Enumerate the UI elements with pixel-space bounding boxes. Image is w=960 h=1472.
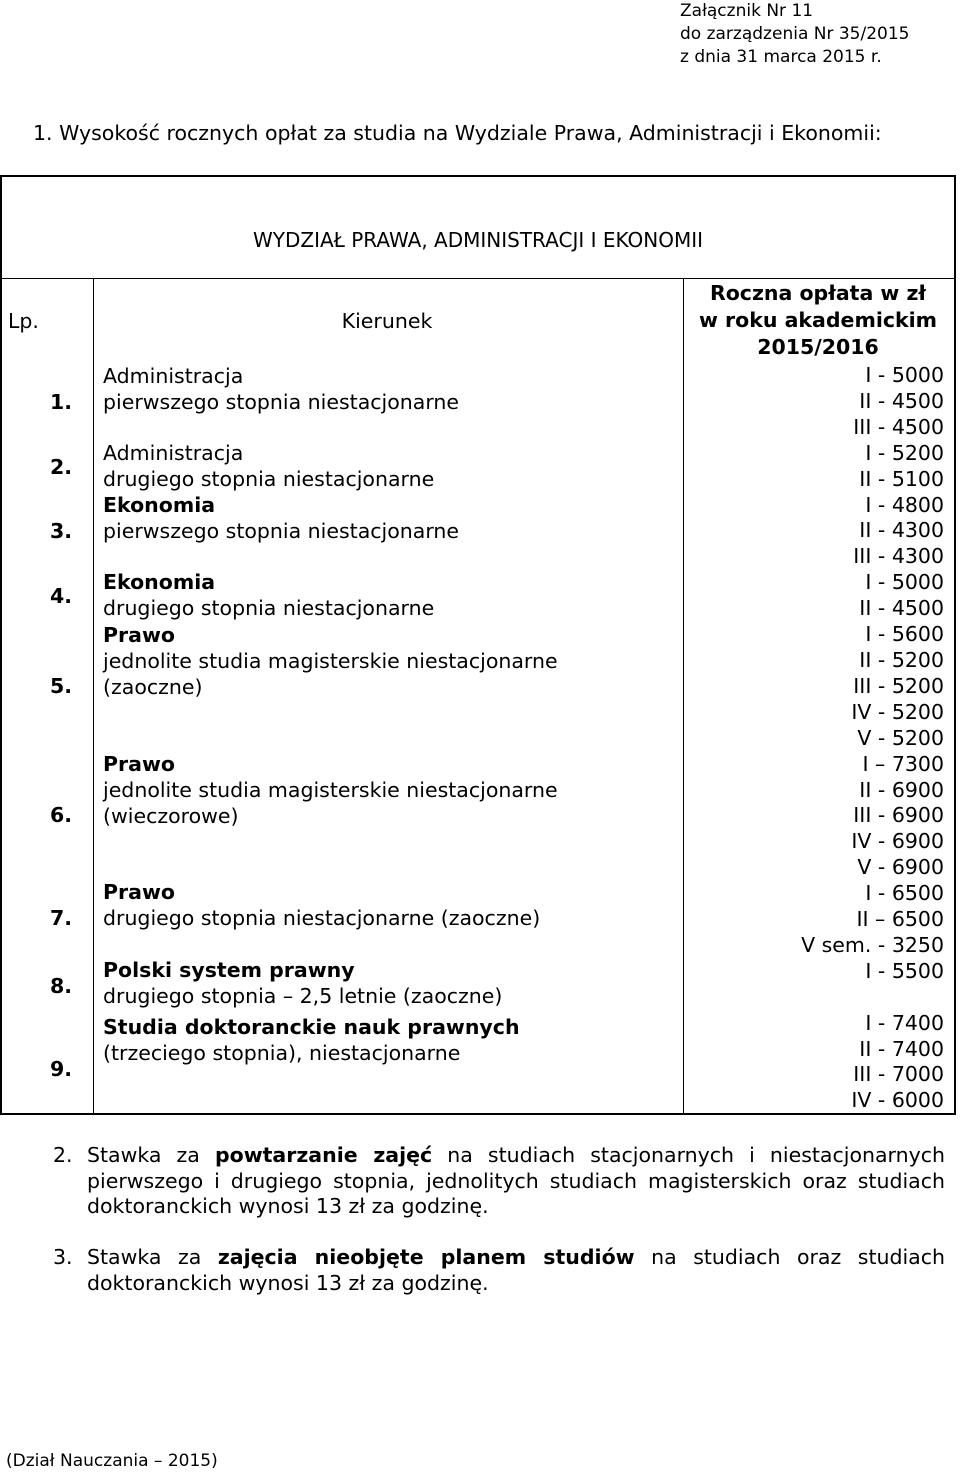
table-row	[103, 879, 678, 931]
annex-note	[680, 0, 950, 69]
fee-value: II - 4500	[859, 596, 944, 621]
fee-value: I - 5200	[865, 440, 944, 465]
fee-value: II - 5200	[859, 647, 944, 672]
fee-value: V - 5200	[857, 725, 944, 750]
fee-value: I - 5500	[865, 958, 944, 983]
paragraph-number: 2.	[53, 1143, 73, 1167]
program-desc: jednolite studia magisterskie niestacjonarne	[103, 778, 558, 802]
fee-value: III - 4500	[853, 414, 944, 439]
program-desc: drugiego stopnia niestacjonarne (zaoczne)	[103, 906, 541, 930]
table-row	[103, 363, 678, 415]
text-emphasis: zajęcia nieobjęte planem studiów	[217, 1245, 635, 1269]
program-name: Ekonomia	[103, 493, 216, 517]
fee-value: I - 6500	[865, 881, 944, 906]
fee-value: II - 4500	[859, 388, 944, 413]
table-row	[103, 440, 678, 492]
paragraph-number: 3.	[53, 1245, 73, 1269]
row-number: 4.	[49, 584, 72, 608]
fee-value: II - 5100	[859, 466, 944, 491]
text-run: Stawka za	[87, 1143, 215, 1167]
program-name: Prawo	[103, 880, 175, 904]
fee-value: I – 7300	[862, 751, 944, 776]
row-number: 1.	[49, 390, 72, 414]
text-emphasis: powtarzanie zajęć	[214, 1143, 433, 1167]
fee-value: I - 5000	[865, 363, 944, 387]
program-desc: drugiego stopnia – 2,5 letnie (zaoczne)	[103, 984, 503, 1008]
annex-line: do zarządzenia Nr 35/2015	[680, 24, 910, 44]
table-row	[103, 957, 678, 1009]
row-number: 8.	[49, 974, 72, 998]
fee-value: II - 7400	[859, 1036, 944, 1061]
text-run: na studiach oraz studiach doktoranckich wynosi 13 zł za godzinę.	[87, 1245, 946, 1295]
program-name: Ekonomia	[103, 570, 216, 594]
text-run: Stawka za	[87, 1245, 218, 1269]
paragraph-extra-classes	[53, 1245, 945, 1296]
program-desc: pierwszego stopnia niestacjonarne	[103, 519, 459, 543]
row-number: 3.	[49, 519, 72, 543]
paragraph-repeat-classes	[53, 1143, 945, 1220]
text-run: na studiach stacjonarnych i niestacjonarnych pierwszego i drugiego stopnia, jednolitych studiach magisterskich oraz studiach doktoranckich wynosi 13 zł za godzinę.	[87, 1143, 945, 1218]
program-name: Studia doktoranckie nauk prawnych	[103, 1015, 520, 1039]
row-number: 9.	[49, 1057, 72, 1081]
fees-column	[682, 363, 944, 1114]
table-row	[103, 569, 678, 621]
fee-value: II – 6500	[856, 907, 944, 932]
program-desc: pierwszego stopnia niestacjonarne	[103, 390, 459, 414]
header-fee-line: Roczna opłata w zł	[709, 281, 927, 305]
table-divider	[93, 279, 94, 1113]
header-fee-line: w roku akademickim	[698, 308, 938, 332]
fee-value: I - 5000	[865, 570, 944, 595]
program-desc: drugiego stopnia niestacjonarne	[103, 467, 435, 491]
fee-value: II - 4300	[859, 518, 944, 543]
row-number: 2.	[49, 455, 72, 479]
program-desc-mode: (wieczorowe)	[103, 804, 239, 828]
program-desc-mode: (zaoczne)	[103, 675, 203, 699]
faculty-title: WYDZIAŁ PRAWA, ADMINISTRACJI I EKONOMII	[252, 228, 704, 252]
fee-value: IV - 6900	[851, 829, 944, 854]
fee-value	[682, 985, 944, 1011]
header-kierunek: Kierunek	[341, 309, 433, 333]
program-name: Prawo	[103, 752, 175, 776]
fee-value: II - 6900	[859, 777, 944, 802]
section-heading: 1. Wysokość rocznych opłat za studia na Wydziale Prawa, Administracji i Ekonomii:	[33, 121, 882, 145]
fee-value: III - 5200	[853, 673, 944, 698]
fee-value: IV - 6000	[851, 1088, 944, 1113]
paragraph-text	[53, 1245, 945, 1296]
header-lp: Lp.	[8, 309, 39, 333]
program-name: Administracja	[103, 441, 244, 465]
program-name: Polski system prawny	[103, 958, 355, 982]
fee-value: I - 5600	[865, 622, 944, 647]
fee-value: III - 6900	[853, 803, 944, 828]
paragraph-text	[53, 1143, 945, 1220]
fee-value: I - 4800	[865, 492, 944, 517]
table-row	[103, 1014, 678, 1066]
fee-value: V sem. - 3250	[801, 932, 944, 957]
annex-line: z dnia 31 marca 2015 r.	[680, 47, 882, 67]
header-fee-line: 2015/2016	[757, 335, 879, 359]
program-name: Prawo	[103, 623, 175, 647]
fee-value: V - 6900	[857, 855, 944, 880]
program-name: Administracja	[103, 364, 244, 388]
header-fee	[682, 280, 954, 361]
row-number: 5.	[49, 674, 72, 698]
footer-note: (Dział Nauczania – 2015)	[6, 1451, 218, 1471]
row-number: 6.	[49, 803, 72, 827]
row-number: 7.	[49, 906, 72, 930]
fee-value: I - 7400	[865, 1010, 944, 1035]
table-row	[103, 751, 678, 829]
fee-value: III - 7000	[853, 1062, 944, 1087]
program-desc: drugiego stopnia niestacjonarne	[103, 596, 435, 620]
annex-line: Załącznik Nr 11	[680, 1, 814, 21]
program-desc: jednolite studia magisterskie niestacjonarne	[103, 649, 558, 673]
table-row	[103, 492, 678, 544]
fee-value: III - 4300	[853, 544, 944, 569]
table-divider	[2, 278, 954, 279]
fee-value: IV - 5200	[851, 699, 944, 724]
program-desc: (trzeciego stopnia), niestacjonarne	[103, 1041, 461, 1065]
table-row	[103, 622, 678, 700]
